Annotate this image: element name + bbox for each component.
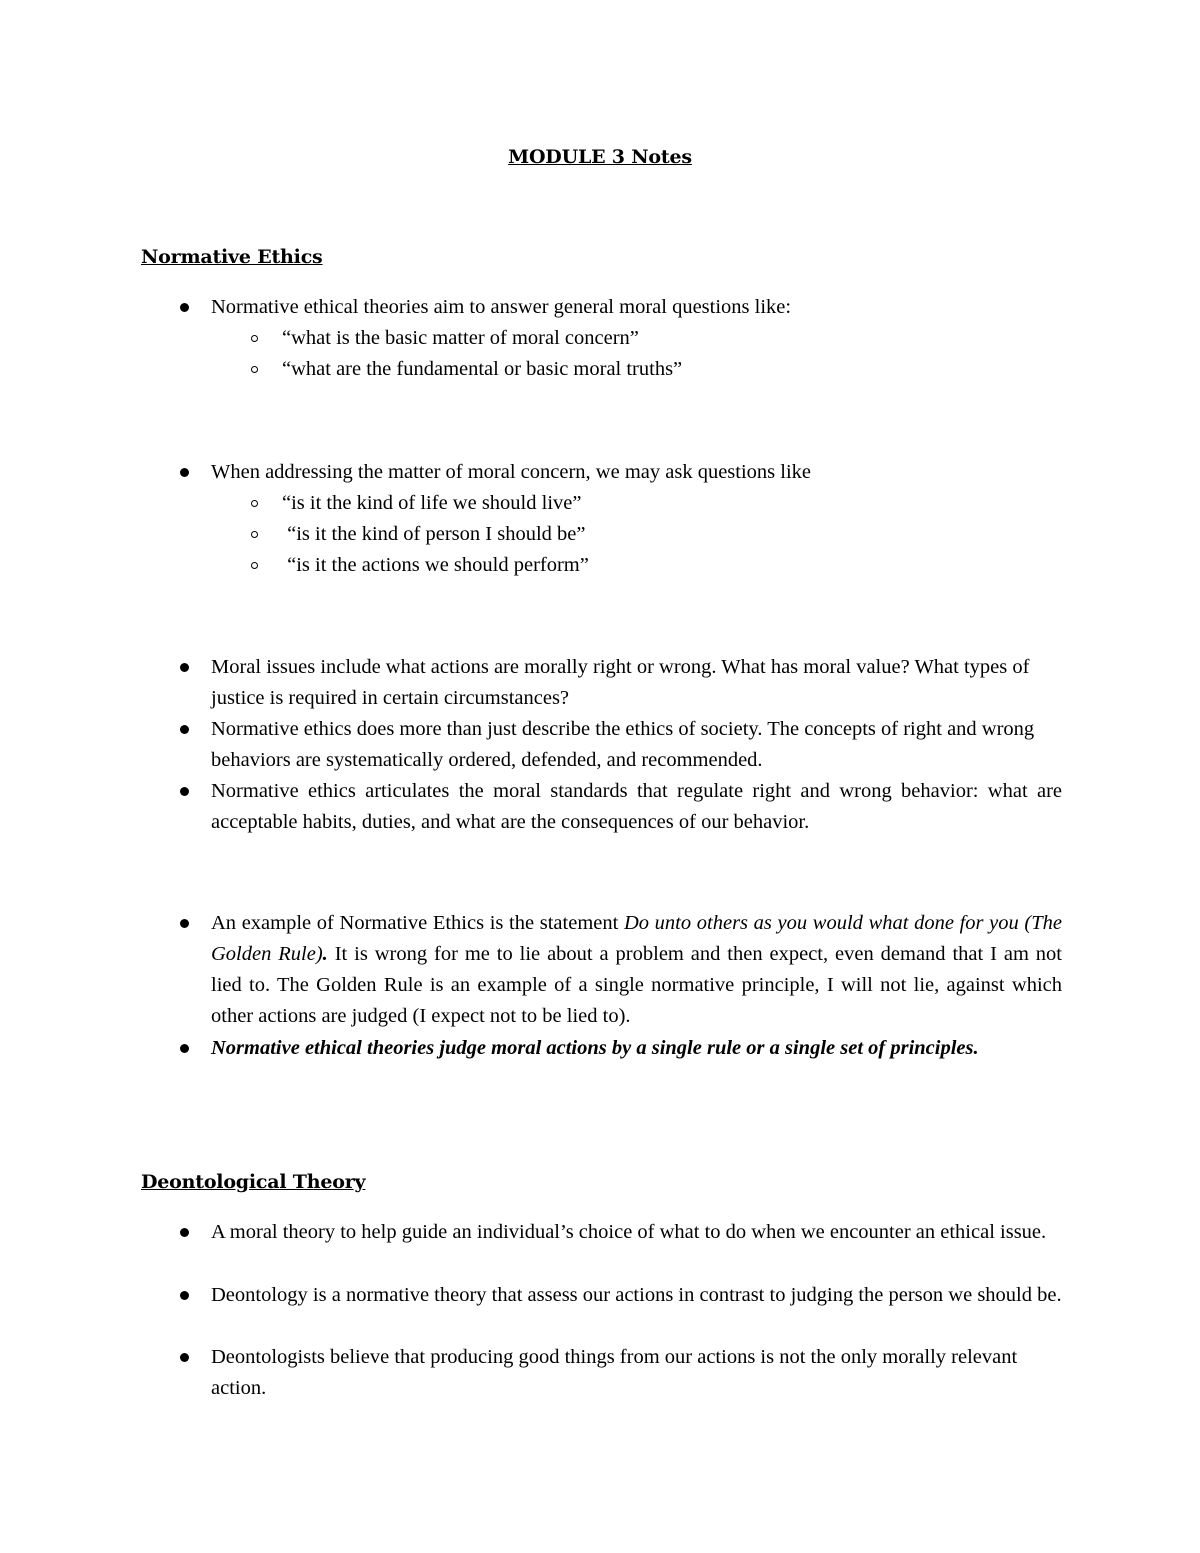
bullet-text: Normative ethical theories aim to answer general moral questions like: xyxy=(211,296,792,318)
bullet-dot-icon xyxy=(180,725,189,734)
sub-bullet-text: “is it the kind of person I should be” xyxy=(282,523,586,545)
sub-bullet-circle-icon xyxy=(251,562,258,569)
sub-bullet-circle-icon xyxy=(251,500,258,507)
section-heading-normative-ethics: Normative Ethics xyxy=(141,246,323,268)
bullet-text-key-point: Normative ethical theories judge moral actions by a single rule or a single set of principles. xyxy=(211,1037,979,1059)
sub-bullet-text: “is it the actions we should perform” xyxy=(282,554,589,576)
bullet-dot-icon xyxy=(180,919,189,928)
bullet-item xyxy=(172,776,1062,838)
sub-bullet-item xyxy=(248,550,1048,581)
bullet-text: Moral issues include what actions are morally right or wrong. What has moral value? What types of justice is required in certain circumstances? xyxy=(211,656,1030,709)
bullet-text: Deontology is a normative theory that assess our actions in contrast to judging the person we should be. xyxy=(211,1284,1062,1306)
golden-rule-period: . xyxy=(322,943,328,965)
bullet-item xyxy=(172,652,1062,714)
section-heading-deontological-theory: Deontological Theory xyxy=(141,1171,366,1193)
bullet-dot-icon xyxy=(180,787,189,796)
bullet-dot-icon xyxy=(180,468,189,477)
sub-bullet-item xyxy=(248,488,1048,519)
bullet-dot-icon xyxy=(180,1291,189,1300)
bullet-item xyxy=(172,1217,1062,1248)
document-title: MODULE 3 Notes xyxy=(508,146,692,168)
bullet-item xyxy=(172,1280,1062,1311)
bullet-text: When addressing the matter of moral concern, we may ask questions like xyxy=(211,461,812,483)
bullet-item xyxy=(172,714,1062,776)
bullet-dot-icon xyxy=(180,1044,189,1053)
sub-bullet-text: “what are the fundamental or basic moral truths” xyxy=(282,358,683,380)
bullet-item xyxy=(172,457,1062,488)
sub-bullet-text: “is it the kind of life we should live” xyxy=(282,492,582,514)
bullet-item xyxy=(172,1033,1062,1064)
bullet-dot-icon xyxy=(180,303,189,312)
golden-rule-quote: Do unto others as you would what done for you (The Golden Rule) xyxy=(211,912,1063,965)
bullet-item xyxy=(172,1342,1062,1404)
bullet-text: Normative ethics does more than just describe the ethics of society. The concepts of right and wrong behaviors are systematically ordered, defended, and recommended. xyxy=(211,718,1035,771)
sub-bullet-item xyxy=(248,323,1048,354)
bullet-dot-icon xyxy=(180,1353,189,1362)
sub-bullet-item xyxy=(248,519,1048,550)
bullet-text-golden-rule xyxy=(211,908,1062,1032)
bullet-text: Normative ethics articulates the moral standards that regulate right and wrong behavior: what are acceptable habits, duties, and what are the consequences of our behavior. xyxy=(211,780,1062,833)
bullet-text-lead: An example of Normative Ethics is the statement xyxy=(211,912,624,934)
bullet-text: Deontologists believe that producing good things from our actions is not the only morally relevant action. xyxy=(211,1346,1018,1399)
bullet-text-rest: It is wrong for me to lie about a problem and then expect, even demand that I am not lied to. The Golden Rule is an example of a single normative principle, I will not lie, against which other actions are judged (I expect not to be lied to). xyxy=(211,943,1063,1027)
bullet-item xyxy=(172,292,1062,323)
sub-bullet-circle-icon xyxy=(251,531,258,538)
sub-bullet-item xyxy=(248,354,1048,385)
bullet-text: A moral theory to help guide an individual’s choice of what to do when we encounter an ethical issue. xyxy=(211,1221,1047,1243)
sub-bullet-text: “what is the basic matter of moral concern” xyxy=(282,327,639,349)
bullet-dot-icon xyxy=(180,663,189,672)
bullet-item xyxy=(172,908,1062,1032)
sub-bullet-circle-icon xyxy=(251,335,258,342)
sub-bullet-circle-icon xyxy=(251,366,258,373)
bullet-dot-icon xyxy=(180,1228,189,1237)
